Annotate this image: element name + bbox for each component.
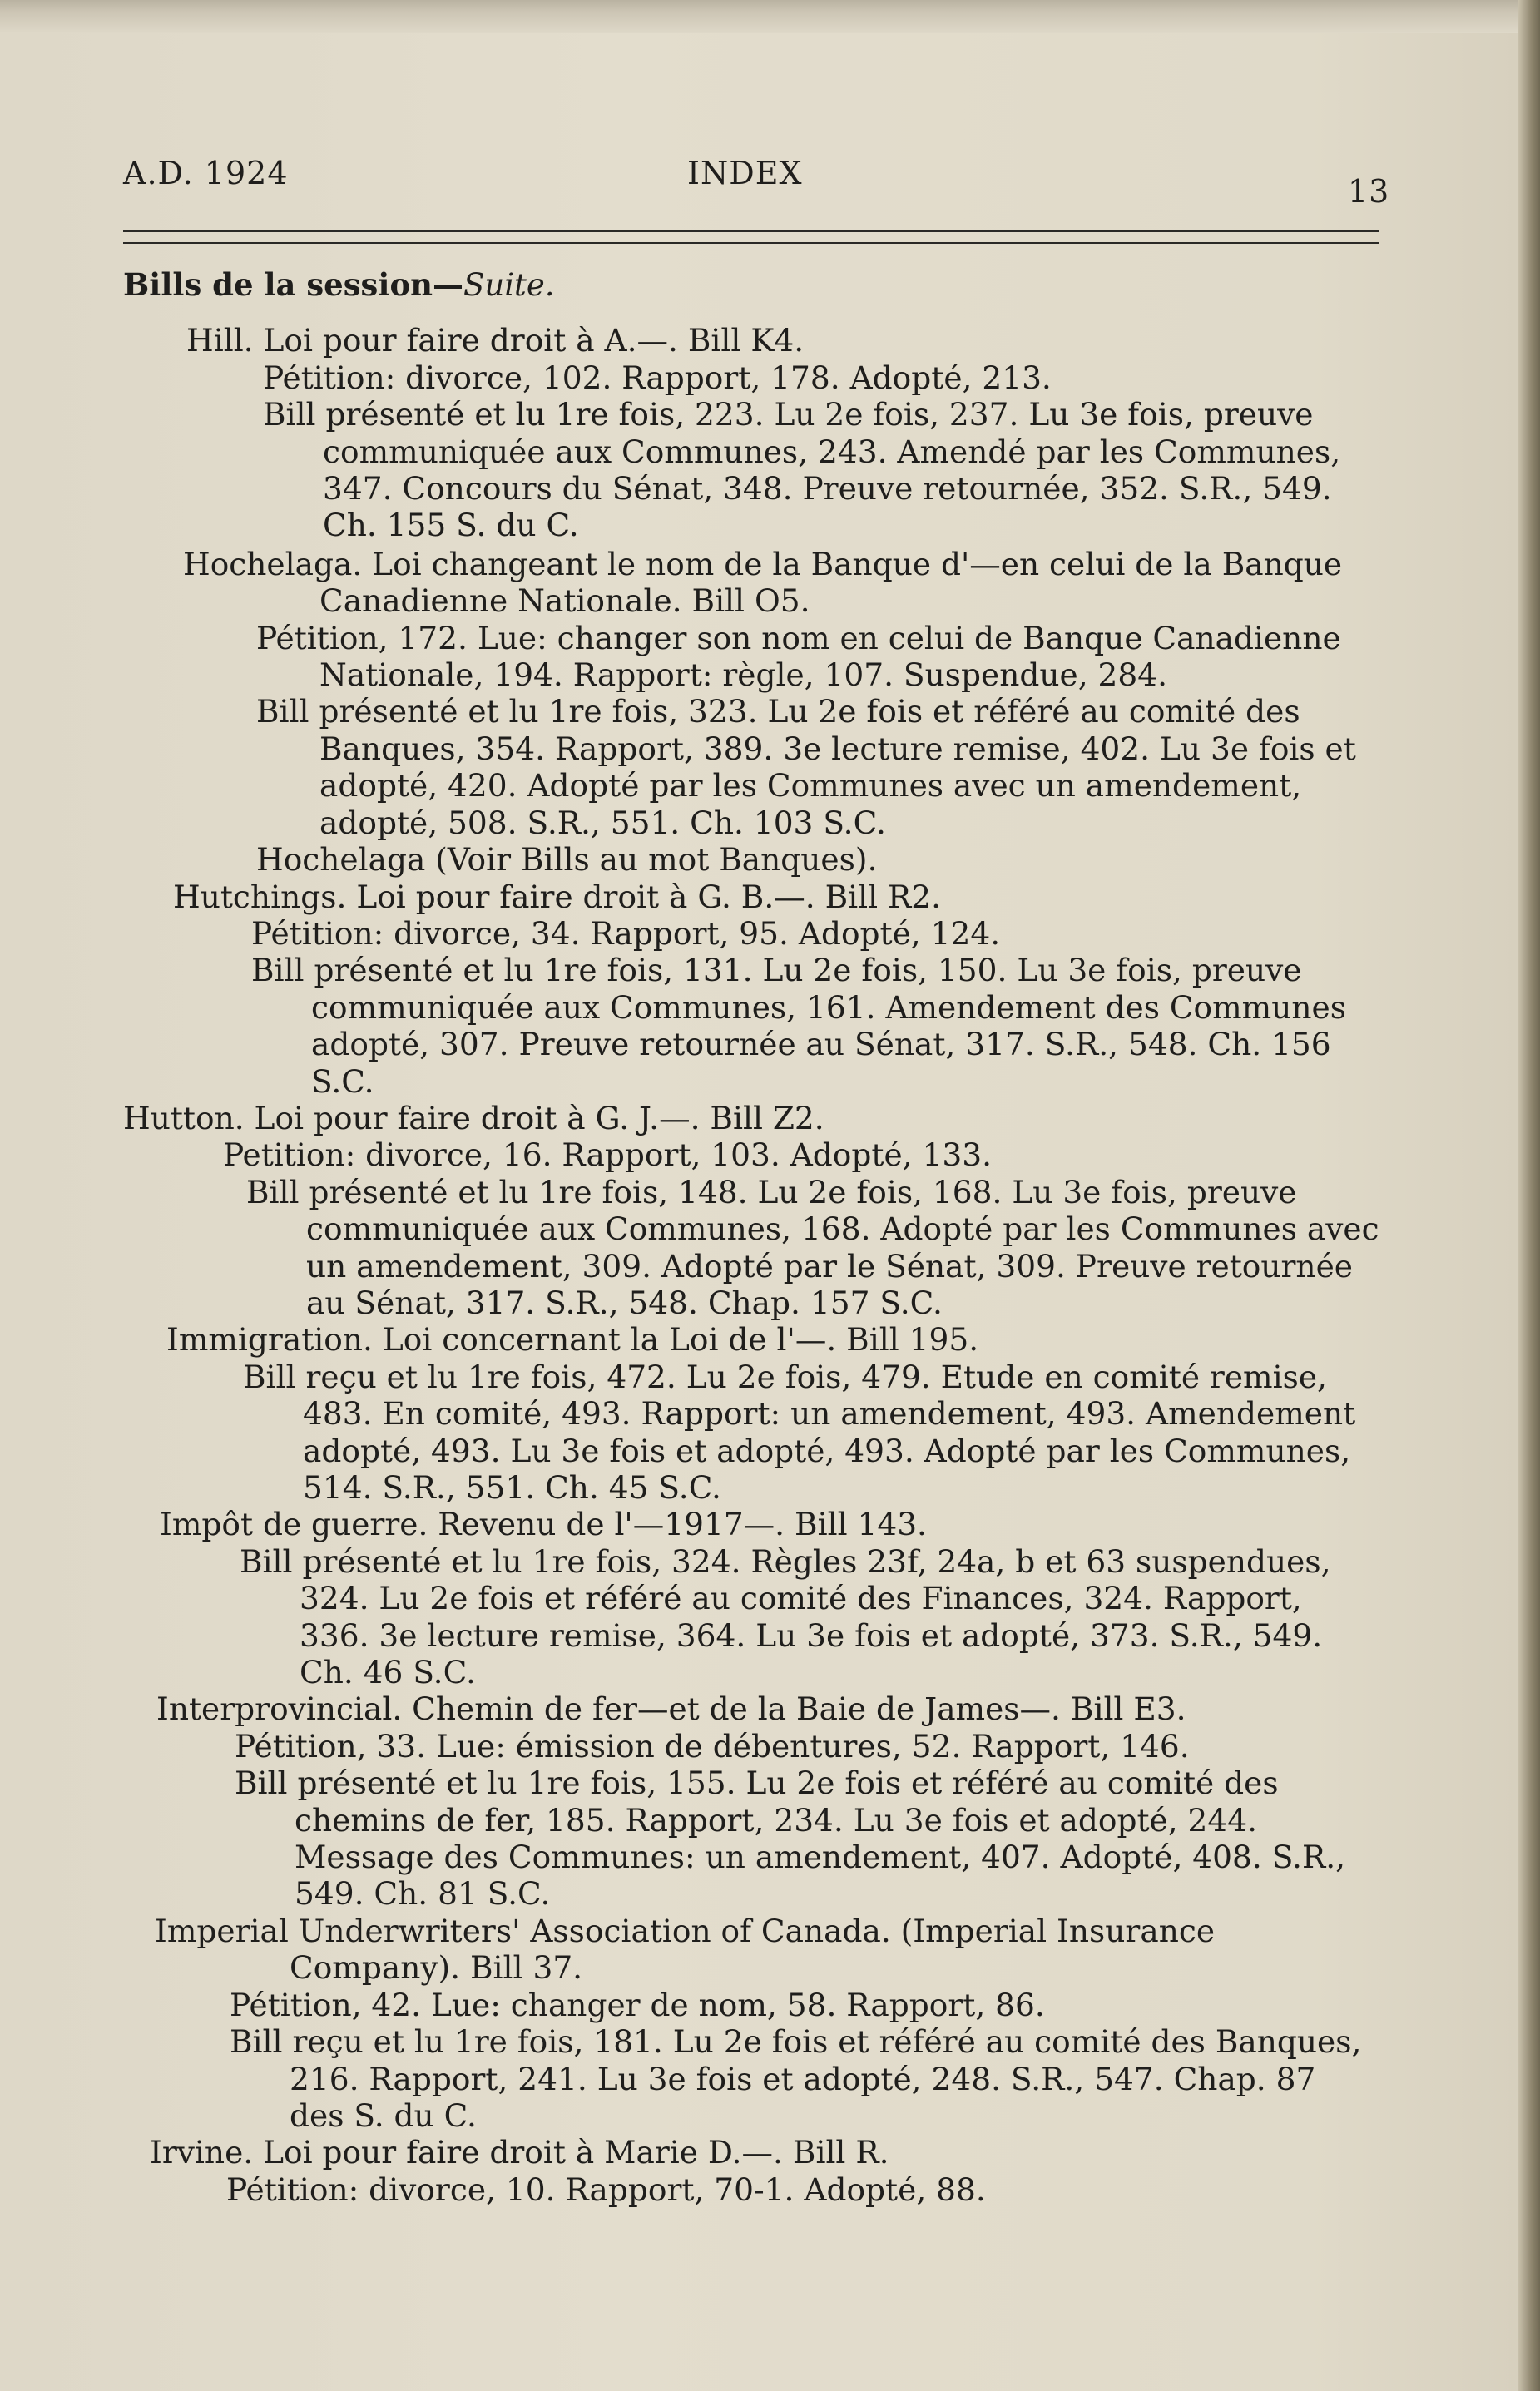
entry-paragraph: Pétition, 33. Lue: émission de débentures, 52. Rapport, 146.: [235, 1727, 1190, 1765]
entry-title: Impôt de guerre. Revenu de l'—1917—. Bill 143.: [160, 1506, 927, 1543]
header-title: INDEX: [687, 155, 803, 191]
index-entry-hutchings: [123, 879, 1379, 1100]
index-entry-hutton: [123, 1100, 1379, 1321]
page-number: 13: [1348, 173, 1390, 210]
index-entry-hochelaga: [123, 546, 1379, 879]
entry-title: Hill. Loi pour faire droit à A.—. Bill K4.: [186, 322, 805, 359]
index-entry-interprovincial: [123, 1691, 1379, 1912]
index-entry-immigration: [123, 1321, 1379, 1506]
entry-title: Hutton. Loi pour faire droit à G. J.—. Bill Z2.: [123, 1099, 824, 1136]
section-title-text: Bills de la session: [123, 266, 433, 303]
entry-paragraph: Bill présenté et lu 1re fois, 324. Règles 23f, 24a, b et 63 suspendues, 324. Lu 2e fois et référé au comité des Finances, 324. Rapport, 336. 3e lecture remise, 364. Lu 3e fois et adopté, 373. S.R., 549. Ch. 46 S.C.: [240, 1542, 1331, 1691]
entry-paragraph: Pétition: divorce, 34. Rapport, 95. Adopté, 124.: [251, 914, 1001, 952]
entry-paragraph: Pétition: divorce, 102. Rapport, 178. Adopté, 213.: [263, 359, 1052, 396]
entry-title: Imperial Underwriters' Association of Canada. (Imperial Insurance Company). Bill 37.: [155, 1912, 1216, 1987]
entry-paragraph: Bill présenté et lu 1re fois, 148. Lu 2e fois, 168. Lu 3e fois, preuve communiquée aux Communes, 168. Adopté par les Communes avec un amendement, 309. Adopté par le Sénat, 309. Preuve retournée au Sénat, 317. S.R., 548. Chap. 157 S.C.: [246, 1173, 1379, 1321]
entry-paragraph: Bill reçu et lu 1re fois, 181. Lu 2e fois et référé au comité des Banques, 216. Rapport, 241. Lu 3e fois et adopté, 248. S.R., 547. Chap. 87 des S. du C.: [230, 2023, 1362, 2134]
entry-paragraph: Bill présenté et lu 1re fois, 223. Lu 2e fois, 237. Lu 3e fois, preuve communiquée aux Communes, 243. Amendé par les Communes, 347. Concours du Sénat, 348. Preuve retournée, 352. S.R., 549. Ch. 155 S. du C.: [263, 396, 1341, 544]
page-top-edge: [0, 0, 1540, 33]
index-content: [123, 266, 1379, 2208]
entry-paragraph: Pétition, 42. Lue: changer de nom, 58. Rapport, 86.: [230, 1986, 1045, 2023]
entry-title: Hochelaga. Loi changeant le nom de la Banque d'—en celui de la Banque Canadienne Nationale. Bill O5.: [183, 545, 1343, 620]
index-entry-hill: [123, 322, 1379, 543]
section-title-suite: Suite.: [463, 267, 555, 303]
entry-paragraph: Petition: divorce, 16. Rapport, 103. Adopté, 133.: [223, 1136, 992, 1174]
entry-paragraph: Hochelaga (Voir Bills au mot Banques).: [256, 841, 878, 879]
entry-paragraph: Bill présenté et lu 1re fois, 131. Lu 2e fois, 150. Lu 3e fois, preuve communiquée aux Communes, 161. Amendement des Communes adopté, 307. Preuve retournée au Sénat, 317. S.R., 548. Ch. 156 S.C.: [251, 952, 1346, 1100]
entry-paragraph: Pétition, 172. Lue: changer son nom en celui de Banque Canadienne Nationale, 194. Rapport: règle, 107. Suspendue, 284.: [256, 619, 1341, 694]
entry-title: Interprovincial. Chemin de fer—et de la Baie de James—. Bill E3.: [156, 1691, 1186, 1728]
entry-paragraph: Bill présenté et lu 1re fois, 155. Lu 2e fois et référé au comité des chemins de fer, 185. Rapport, 234. Lu 3e fois et adopté, 244. Message des Communes: un amendement, 407. Adopté, 408. S.R., 549. Ch. 81 S.C.: [235, 1765, 1346, 1913]
book-gutter: [1518, 0, 1540, 2391]
entry-title: Hutchings. Loi pour faire droit à G. B.—. Bill R2.: [173, 878, 942, 915]
index-entry-impot-de-guerre: [123, 1506, 1379, 1691]
entry-title: Immigration. Loi concernant la Loi de l'—. Bill 195.: [166, 1321, 979, 1359]
entry-title: Irvine. Loi pour faire droit à Marie D.—. Bill R.: [150, 2134, 889, 2171]
entry-paragraph: Bill présenté et lu 1re fois, 323. Lu 2e fois et référé au comité des Banques, 354. Rapport, 389. 3e lecture remise, 402. Lu 3e fois et adopté, 420. Adopté par les Communes avec un amendement, adopté, 508. S.R., 551. Ch. 103 S.C.: [256, 693, 1356, 841]
entry-paragraph: Bill reçu et lu 1re fois, 472. Lu 2e fois, 479. Etude en comité remise, 483. En comité, 493. Rapport: un amendement, 493. Amendement adopté, 493. Lu 3e fois et adopté, 493. Adopté par les Communes, 514. S.R., 551. Ch. 45 S.C.: [243, 1358, 1356, 1506]
page-header: [123, 155, 1390, 210]
entry-paragraph: Pétition: divorce, 10. Rapport, 70-1. Adopté, 88.: [226, 2171, 986, 2208]
header-rule: [123, 230, 1379, 244]
header-year: A.D. 1924: [123, 155, 289, 191]
index-entry-irvine: [123, 2134, 1379, 2208]
index-entry-imperial-underwriters: [123, 1913, 1379, 2134]
section-title: Bills de la session—Suite.: [123, 266, 555, 303]
